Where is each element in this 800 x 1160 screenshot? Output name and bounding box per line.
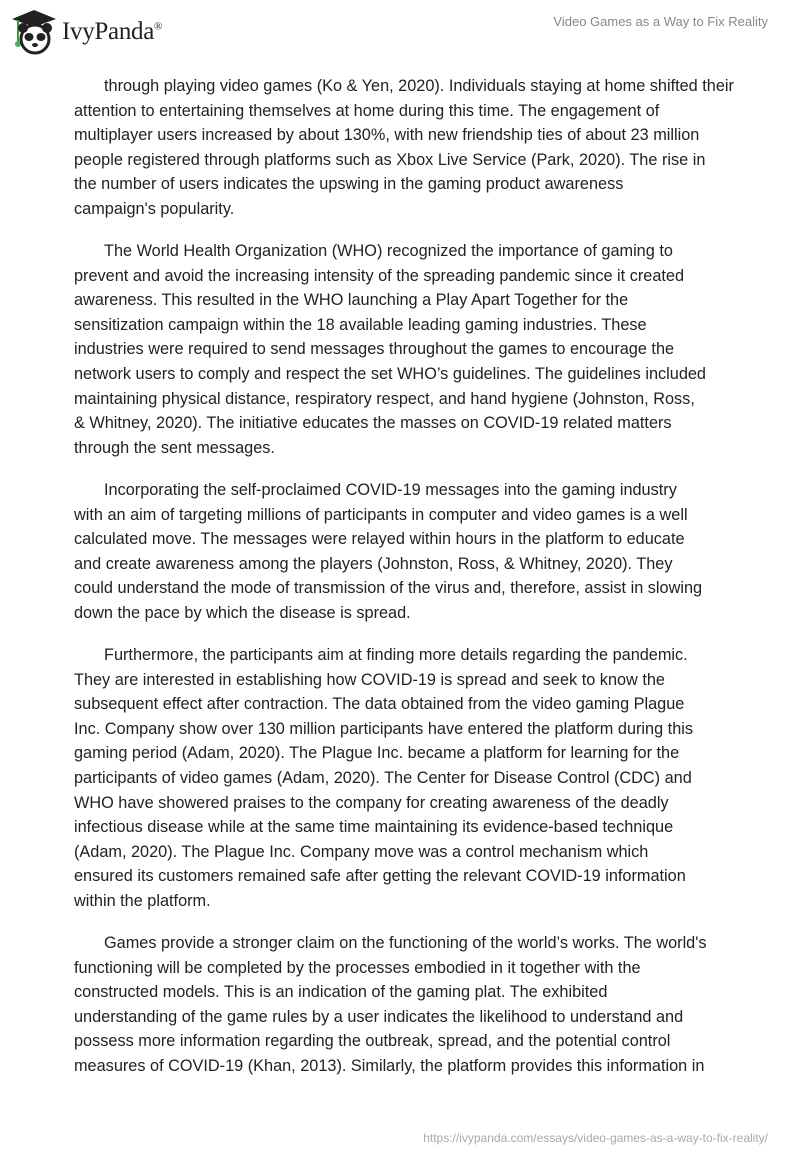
paragraph [74,478,754,626]
text-line: through playing video games (Ko & Yen, 2020). Individuals staying at home shifted their [104,77,734,95]
text-line: gaming period (Adam, 2020). The Plague Inc. became a platform for learning for the [74,744,680,763]
text-line: through the sent messages. [74,438,275,457]
paragraph [74,74,754,222]
text-line: could understand the mode of transmission of the virus and, therefore, assist in slowing [74,579,703,598]
text-line: ensured its customers remained safe after getting the relevant COVID-19 information [74,867,686,886]
text-line: participants of video games (Adam, 2020). The Center for Disease Control (CDC) and [74,768,692,787]
text-line: awareness. This resulted in the WHO launching a Play Apart Together for the [74,291,629,310]
document-title: Video Games as a Way to Fix Reality [553,14,768,29]
text-line: calculated move. The messages were relayed within hours in the platform to educate [74,530,685,549]
text-line: down the pace by which the disease is spread. [74,603,411,622]
text-line: attention to entertaining themselves at home during this time. The engagement of [74,101,660,120]
logo-text: IvyPanda® [62,18,163,45]
text-line: the number of users indicates the upswing in the gaming product awareness [74,175,624,194]
text-line: Games provide a stronger claim on the functioning of the world’s works. The world's [104,934,707,952]
text-line: sensitization campaign within the 18 available leading gaming industries. These [74,315,647,334]
paragraph [74,239,754,460]
text-line: Inc. Company show over 130 million participants have entered the platform during this [74,719,694,738]
text-line: Furthermore, the participants aim at finding more details regarding the pandemic. [104,645,688,664]
text-line: people registered through platforms such as Xbox Live Service (Park, 2020). The rise in [74,150,706,169]
source-url[interactable]: https://ivypanda.com/essays/video-games-as-a-way-to-fix-reality/ [423,1131,768,1145]
text-line: measures of COVID-19 (Khan, 2013). Similarly, the platform provides this information in [74,1056,705,1075]
text-line: multiplayer users increased by about 130%, with new friendship ties of about 23 million [74,126,700,145]
text-line: within the platform. [74,891,211,910]
text-line: industries were required to send messages throughout the games to encourage the [74,340,675,359]
text-line: prevent and avoid the increasing intensity of the spreading pandemic since it created [74,266,685,285]
essay-body [74,74,754,1096]
text-line: campaign's popularity. [74,199,235,218]
text-line: functioning will be completed by the processes embodied in it together with the [74,958,641,977]
text-line: (Adam, 2020). The Plague Inc. Company move was a control mechanism which [74,842,649,861]
text-line: & Whitney, 2020). The initiative educates the masses on COVID-19 related matters [74,414,672,433]
text-line: WHO have showered praises to the company for creating awareness of the deadly [74,793,669,812]
page-header [0,0,800,60]
text-line: infectious disease while at the same time maintaining its evidence-based technique [74,818,674,837]
text-line: maintaining physical distance, respiratory respect, and hand hygiene (Johnston, Ross, [74,389,695,408]
panda-mascot-icon [12,8,56,56]
text-line: The World Health Organization (WHO) recognized the importance of gaming to [104,242,673,261]
text-line: with an aim of targeting millions of participants in computer and video games is a well [74,505,688,524]
text-line: possess more information regarding the outbreak, spread, and the potential control [74,1032,671,1051]
ivypanda-logo[interactable] [12,8,162,56]
text-line: Incorporating the self-proclaimed COVID-19 messages into the gaming industry [104,480,677,499]
text-line: and create awareness among the players (Johnston, Ross, & Whitney, 2020). They [74,554,673,573]
text-line: They are interested in establishing how COVID-19 is spread and seek to know the [74,670,665,689]
paragraph [74,643,754,914]
text-line: understanding of the game rules by a user indicates the likelihood to understand and [74,1007,684,1026]
paragraph [74,931,754,1079]
text-line: network users to comply and respect the set WHO’s guidelines. The guidelines included [74,365,706,384]
text-line: constructed models. This is an indication of the gaming plat. The exhibited [74,983,608,1002]
text-line: subsequent effect after contraction. The data obtained from the video gaming Plague [74,695,685,714]
